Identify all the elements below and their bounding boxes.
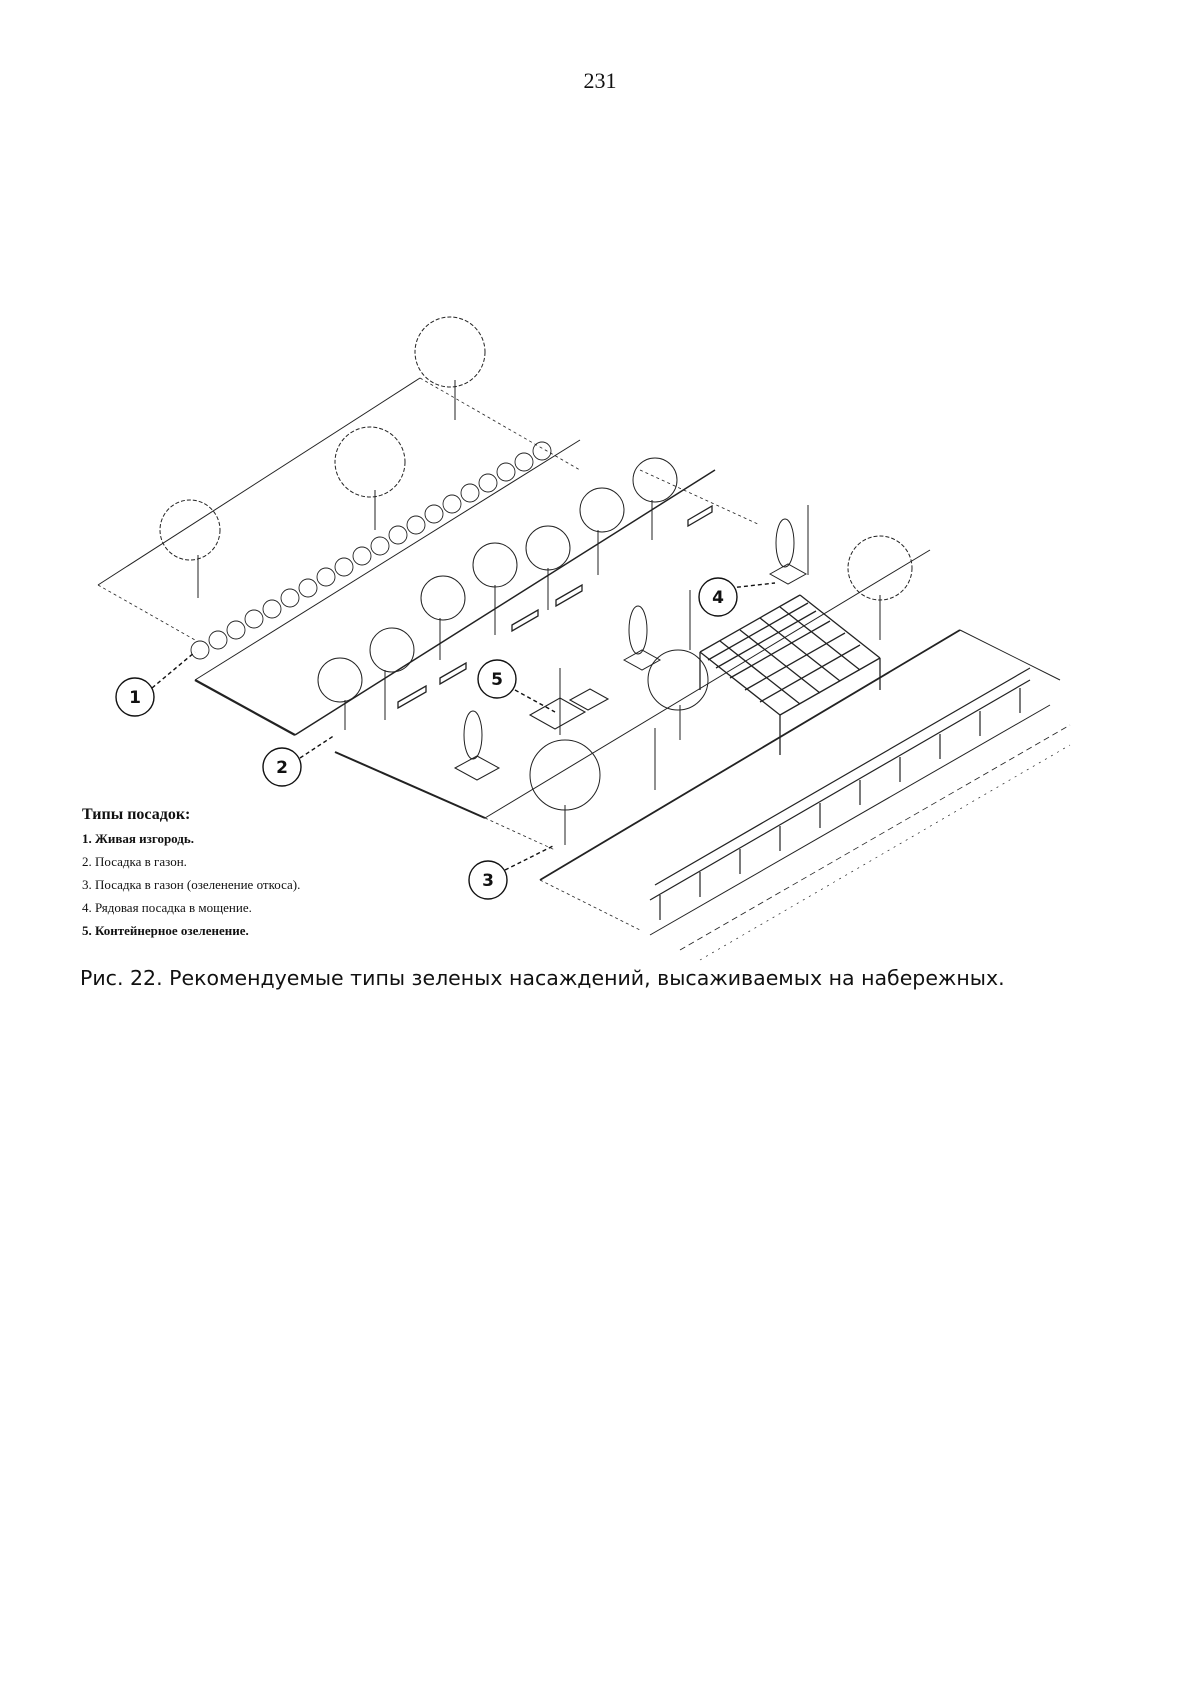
legend-item: 4. Рядовая посадка в мощение. [82,900,252,915]
planting-legend [82,806,300,942]
legend-item: 2. Посадка в газон. [82,854,187,869]
figure-caption: Рис. 22. Рекомендуемые типы зеленых насаждений, высаживаемых на набережных. [80,966,1005,990]
callout-4: 4 [712,588,724,608]
callout-5: 5 [491,670,503,690]
legend-title: Типы посадок: [82,806,191,823]
legend-item: 3. Посадка в газон (озеленение откоса). [82,877,301,892]
callout-1: 1 [129,688,141,708]
callout-2: 2 [276,758,288,778]
callout-3: 3 [482,871,494,891]
legend-item: 5. Контейнерное озеленение. [82,923,249,938]
page-number: 231 [583,68,617,93]
legend-item: 1. Живая изгородь. [82,831,194,846]
